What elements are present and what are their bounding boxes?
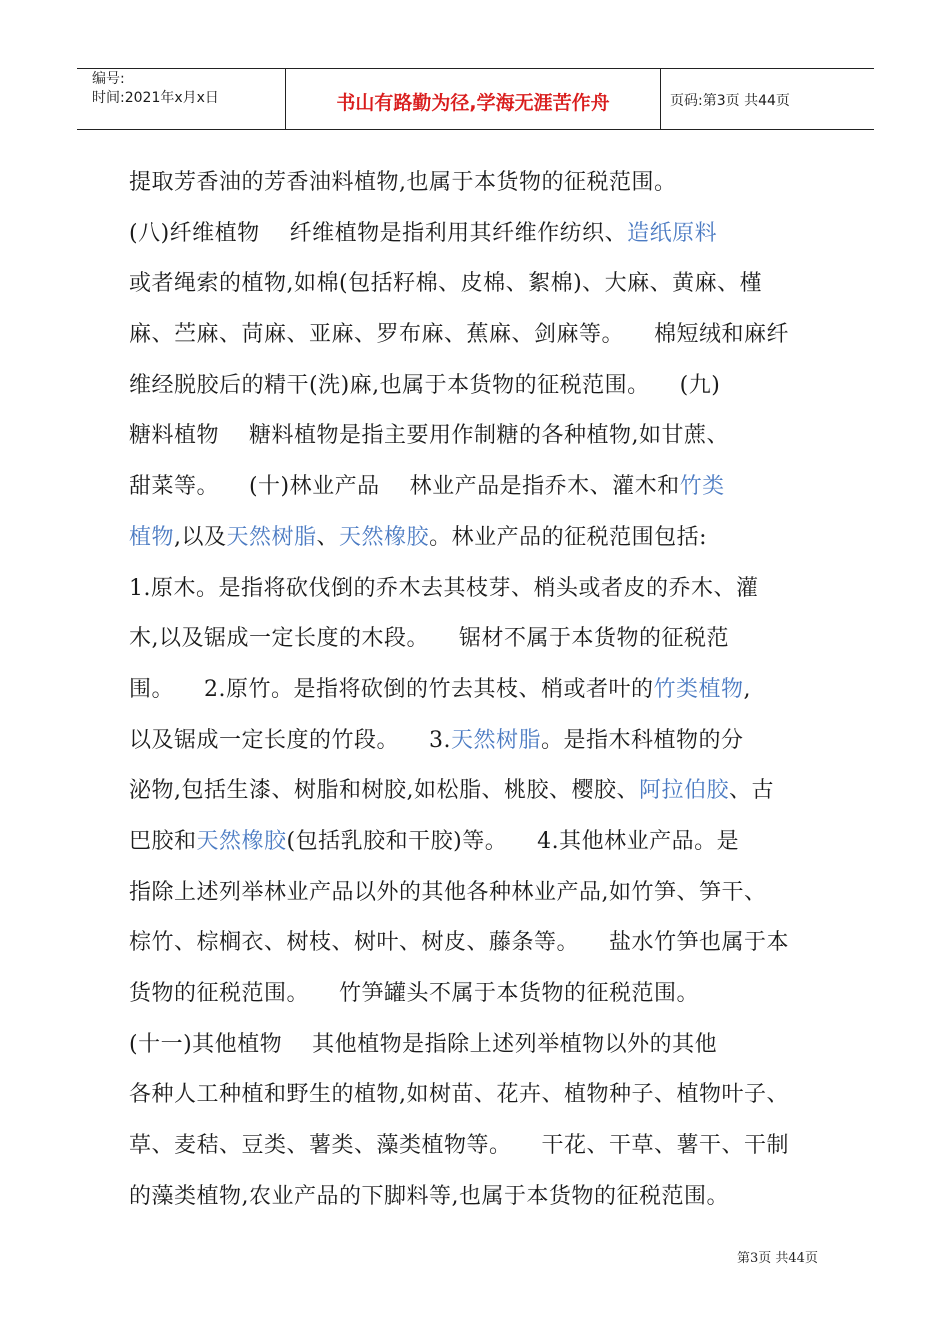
text-segment: (包括乳胶和干胶)等。 4.其他林业产品。是 [286,828,740,854]
text-segment: 以及锯成一定长度的竹段。 3. [129,727,451,753]
text-segment: 各种人工种植和野生的植物,如树苗、花卉、植物种子、植物叶子、 [129,1082,789,1108]
keyword-link[interactable]: 天然橡胶 [339,524,430,550]
text-segment: , [743,676,751,702]
keyword-link[interactable]: 天然树脂 [450,727,541,753]
text-line [129,361,834,412]
text-segment: 的藻类植物,农业产品的下脚料等,也属于本货物的征税范围。 [129,1183,729,1209]
keyword-link[interactable]: 植物 [129,524,175,550]
text-line [129,513,834,564]
text-segment: 、古 [729,778,775,804]
text-segment: 。林业产品的征税范围包括: [429,524,707,550]
text-line [129,665,834,716]
text-line [129,310,834,361]
keyword-link[interactable]: 天然树脂 [226,524,317,550]
text-segment: 指除上述列举林业产品以外的其他各种林业产品,如竹笋、笋干、 [129,879,767,905]
text-line [129,462,834,513]
text-segment: 货物的征税范围。 竹笋罐头不属于本货物的征税范围。 [129,981,699,1006]
text-segment: 巴胶和 [129,828,197,854]
text-segment: 。是指木科植物的分 [540,727,744,753]
text-line [129,158,834,209]
keyword-link[interactable]: 阿拉伯胶 [639,778,730,804]
text-line [129,614,834,665]
text-segment: (十一)其他植物 其他植物是指除上述列举植物以外的其他 [129,1031,718,1057]
text-line [129,564,834,615]
keyword-link[interactable]: 造纸原料 [627,220,718,246]
text-line [129,1070,834,1121]
text-segment: (八)纤维植物 纤维植物是指利用其纤维作纺织、 [129,220,628,246]
text-segment: 1.原木。是指将砍伐倒的乔木去其枝芽、梢头或者皮的乔木、灌 [129,575,759,601]
text-segment: 或者绳索的植物,如棉(包括籽棉、皮棉、絮棉)、大麻、黄麻、槿 [129,271,763,297]
text-segment: 泌物,包括生漆、树脂和树胶,如松脂、桃胶、樱胶、 [129,778,639,804]
footer-page-info: 第3页 共44页 [737,1251,818,1266]
text-line [129,868,834,919]
text-segment: ,以及 [174,524,227,550]
header-slogan: 书山有路勤为径,学海无涯苦作舟 [286,69,661,129]
text-segment: 围。 2.原竹。是指将砍倒的竹去其枝、梢或者叶的 [129,676,654,702]
text-segment: 棕竹、棕榈衣、树枝、树叶、树皮、藤条等。 盐水竹笋也属于本 [129,930,789,956]
text-segment: 麻、苎麻、苘麻、亚麻、罗布麻、蕉麻、剑麻等。 棉短绒和麻纤 [129,322,789,348]
keyword-link[interactable]: 天然橡胶 [196,828,287,854]
text-segment: 草、麦秸、豆类、薯类、藻类植物等。 干花、干草、薯干、干制 [129,1133,789,1159]
time-label: 时间:2021年x月x日 [92,90,219,106]
text-line [129,411,834,462]
text-line [129,1121,834,1172]
text-line [129,969,834,1020]
header-page-info: 页码:第3页 共44页 [670,93,790,109]
header-meta [77,69,286,129]
text-segment: 提取芳香油的芳香油料植物,也属于本货物的征税范围。 [129,170,677,195]
code-label: 编号: [92,71,125,87]
keyword-link[interactable]: 竹类 [679,474,725,500]
text-segment: 维经脱胶后的精干(洗)麻,也属于本货物的征税范围。 (九) [129,372,721,398]
text-line [129,766,834,817]
text-line [129,1020,834,1071]
text-segment: 、 [316,524,340,550]
text-line [129,918,834,969]
document-body [129,158,834,1222]
text-line [129,1172,834,1223]
text-segment: 木,以及锯成一定长度的木段。 锯材不属于本货物的征税范 [129,626,729,652]
text-line [129,259,834,310]
page-header [77,68,874,130]
text-line [129,716,834,767]
text-segment: 甜菜等。 (十)林业产品 林业产品是指乔木、灌木和 [129,474,680,500]
text-line [129,817,834,868]
text-line [129,209,834,260]
keyword-link[interactable]: 竹类植物 [653,676,744,702]
text-segment: 糖料植物 糖料植物是指主要用作制糖的各种植物,如甘蔗、 [129,423,729,449]
